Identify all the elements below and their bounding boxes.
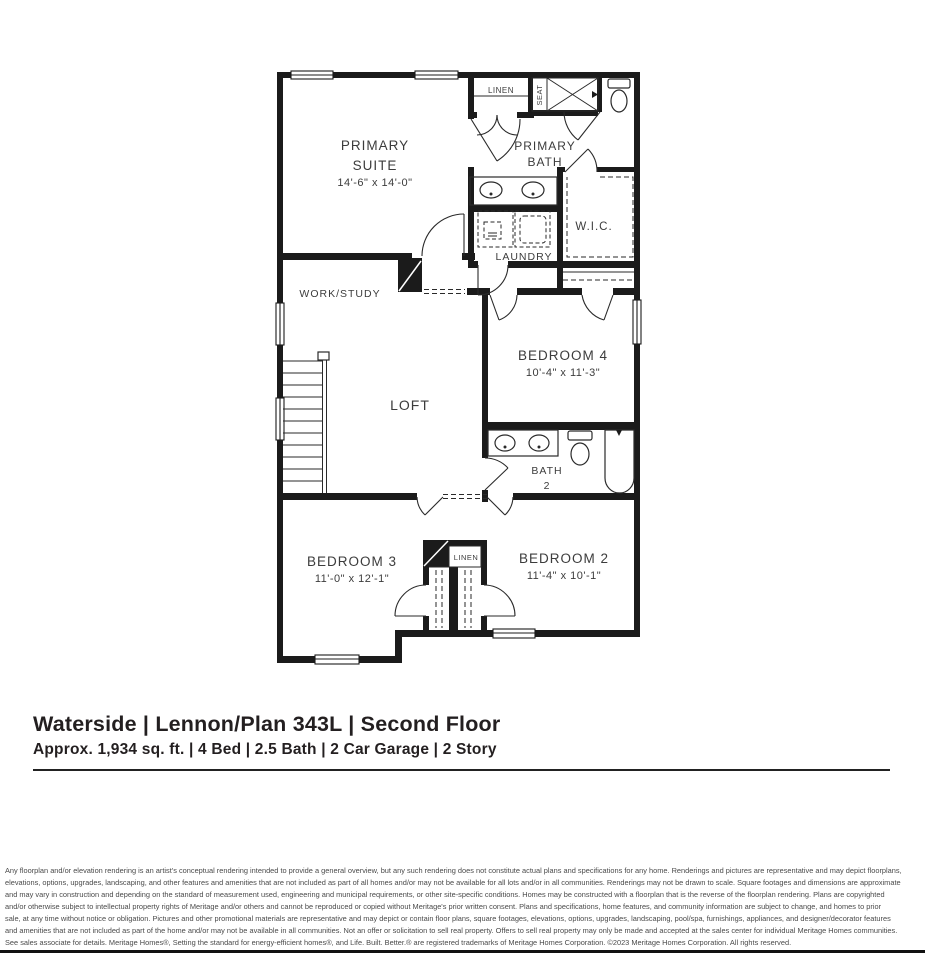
label-bedroom3: BEDROOM 3 bbox=[306, 554, 398, 569]
bathtub-icon bbox=[605, 430, 634, 493]
toilet-icon bbox=[568, 431, 592, 465]
label-primary-suite: PRIMARY bbox=[340, 138, 410, 153]
door-bedroom2 bbox=[487, 497, 513, 515]
window-icon bbox=[493, 629, 535, 638]
door-toilet-room bbox=[564, 112, 600, 140]
label-wic: W.I.C. bbox=[575, 221, 613, 233]
page-bottom-edge bbox=[0, 950, 925, 953]
toilet-icon bbox=[608, 79, 630, 112]
door-bedroom2-closet bbox=[484, 585, 515, 616]
legal-disclaimer bbox=[5, 865, 921, 949]
window-icon bbox=[291, 71, 333, 79]
door-bedroom4 bbox=[490, 295, 517, 320]
label-bedroom2-dims: 11'-4" x 10'-1" bbox=[526, 570, 602, 582]
disclaimer-line: See sales associate for details. Meritage Homes®, Setting the standard for energy-efficient homes®, and Life. Built. Better.® are registered trademarks of Meritage Homes Corporation. ©2023 Meritage Homes Corporation. All rights reserved. bbox=[5, 938, 792, 947]
label-primary-bath: PRIMARY bbox=[514, 139, 576, 153]
label-bedroom4: BEDROOM 4 bbox=[517, 348, 609, 363]
plan-title: Waterside | Lennon/Plan 343L | Second Floor bbox=[33, 712, 501, 736]
label-linen-upper: LINEN bbox=[487, 86, 515, 95]
door-primary-suite bbox=[422, 214, 464, 256]
bath2-vanity-sinks bbox=[488, 430, 558, 456]
label-bedroom3-dims: 11'-0" x 12'-1" bbox=[314, 573, 390, 585]
door-bedroom4-closet bbox=[582, 295, 613, 320]
door-bath2 bbox=[485, 458, 508, 490]
washer-dryer-icon bbox=[478, 211, 550, 247]
divider-rule bbox=[33, 769, 890, 771]
label-primary-suite: SUITE bbox=[352, 158, 398, 173]
label-bedroom2: BEDROOM 2 bbox=[518, 551, 610, 566]
disclaimer-line: and may vary in construction and depending on the standard of measurement used, engineering and municipal requirements, or other site-specific conditions. Homes may be constructed with a floorplan that is the reverse of the floorplan rendering. Plans are copyrighted bbox=[5, 890, 885, 899]
chase-blocks bbox=[398, 260, 449, 567]
door-linen-upper bbox=[477, 115, 517, 135]
window-icon bbox=[276, 303, 284, 345]
window-icon bbox=[315, 655, 359, 664]
window-icon bbox=[276, 398, 284, 440]
plan-subtitle: Approx. 1,934 sq. ft. | 4 Bed | 2.5 Bath | 2 Car Garage | 2 Story bbox=[33, 741, 497, 758]
disclaimer-line: sale, at any time without notice or obligation. Pictures and other promotional materials are representative and may depict or contain floor plans, square footages, elevations, options, upgrades, landscaping, pool/spa, furnishings, appliances, and designer/decorator features bbox=[5, 914, 891, 923]
label-work-study: WORK/STUDY bbox=[299, 288, 381, 300]
label-primary-suite-dims: 14'-6" x 14'-0" bbox=[337, 177, 413, 189]
window-icon bbox=[415, 71, 458, 79]
door-bedroom3 bbox=[417, 497, 443, 515]
door-primary-bath bbox=[471, 119, 520, 161]
wic-shelf-lines bbox=[567, 177, 633, 257]
room-labels bbox=[299, 84, 612, 585]
primary-vanity-sinks bbox=[470, 177, 557, 205]
disclaimer-line: elevations, options, upgrades, landscaping, and other features and amenities that are not included as part of all homes and/or may not be available for all lots and/or in all communities. Renderings may not be drawn to scale. Square footages and dimensions are approximate bbox=[5, 878, 901, 887]
label-bath2: 2 bbox=[543, 480, 551, 492]
window-icon bbox=[633, 300, 641, 344]
disclaimer-line: and/or otherwise subject to intellectual property rights of Meritage and/or others and cannot be reproduced or copied without Meritage's prior written consent. Plans and specifications, home features, and community information are subject to change, and homes to prior bbox=[5, 902, 882, 911]
door-bedroom3-closet bbox=[395, 585, 426, 616]
label-linen-lower: LINEN bbox=[453, 553, 479, 562]
label-seat: SEAT bbox=[535, 84, 544, 106]
staircase bbox=[283, 352, 329, 493]
label-bath2: BATH bbox=[531, 465, 563, 477]
label-laundry: LAUNDRY bbox=[495, 251, 553, 263]
label-loft: LOFT bbox=[390, 397, 430, 413]
disclaimer-line: Any floorplan and/or elevation rendering is an artist's conceptual rendering intended to provide a general overview, but any such rendering does not constitute actual plans and specifications for any home. Renderings and pictures are representative and may depict floorplans, bbox=[5, 866, 902, 875]
label-bedroom4-dims: 10'-4" x 11'-3" bbox=[525, 367, 601, 379]
label-primary-bath: BATH bbox=[527, 155, 563, 169]
disclaimer-line: and amenities that are not included as part of the home and/or may not be available in all communities. Not an offer or solicitation to sell real property. Offers to sell real property may only be made and accepted at the sales center for individual Meritage Homes communities. bbox=[5, 926, 898, 935]
